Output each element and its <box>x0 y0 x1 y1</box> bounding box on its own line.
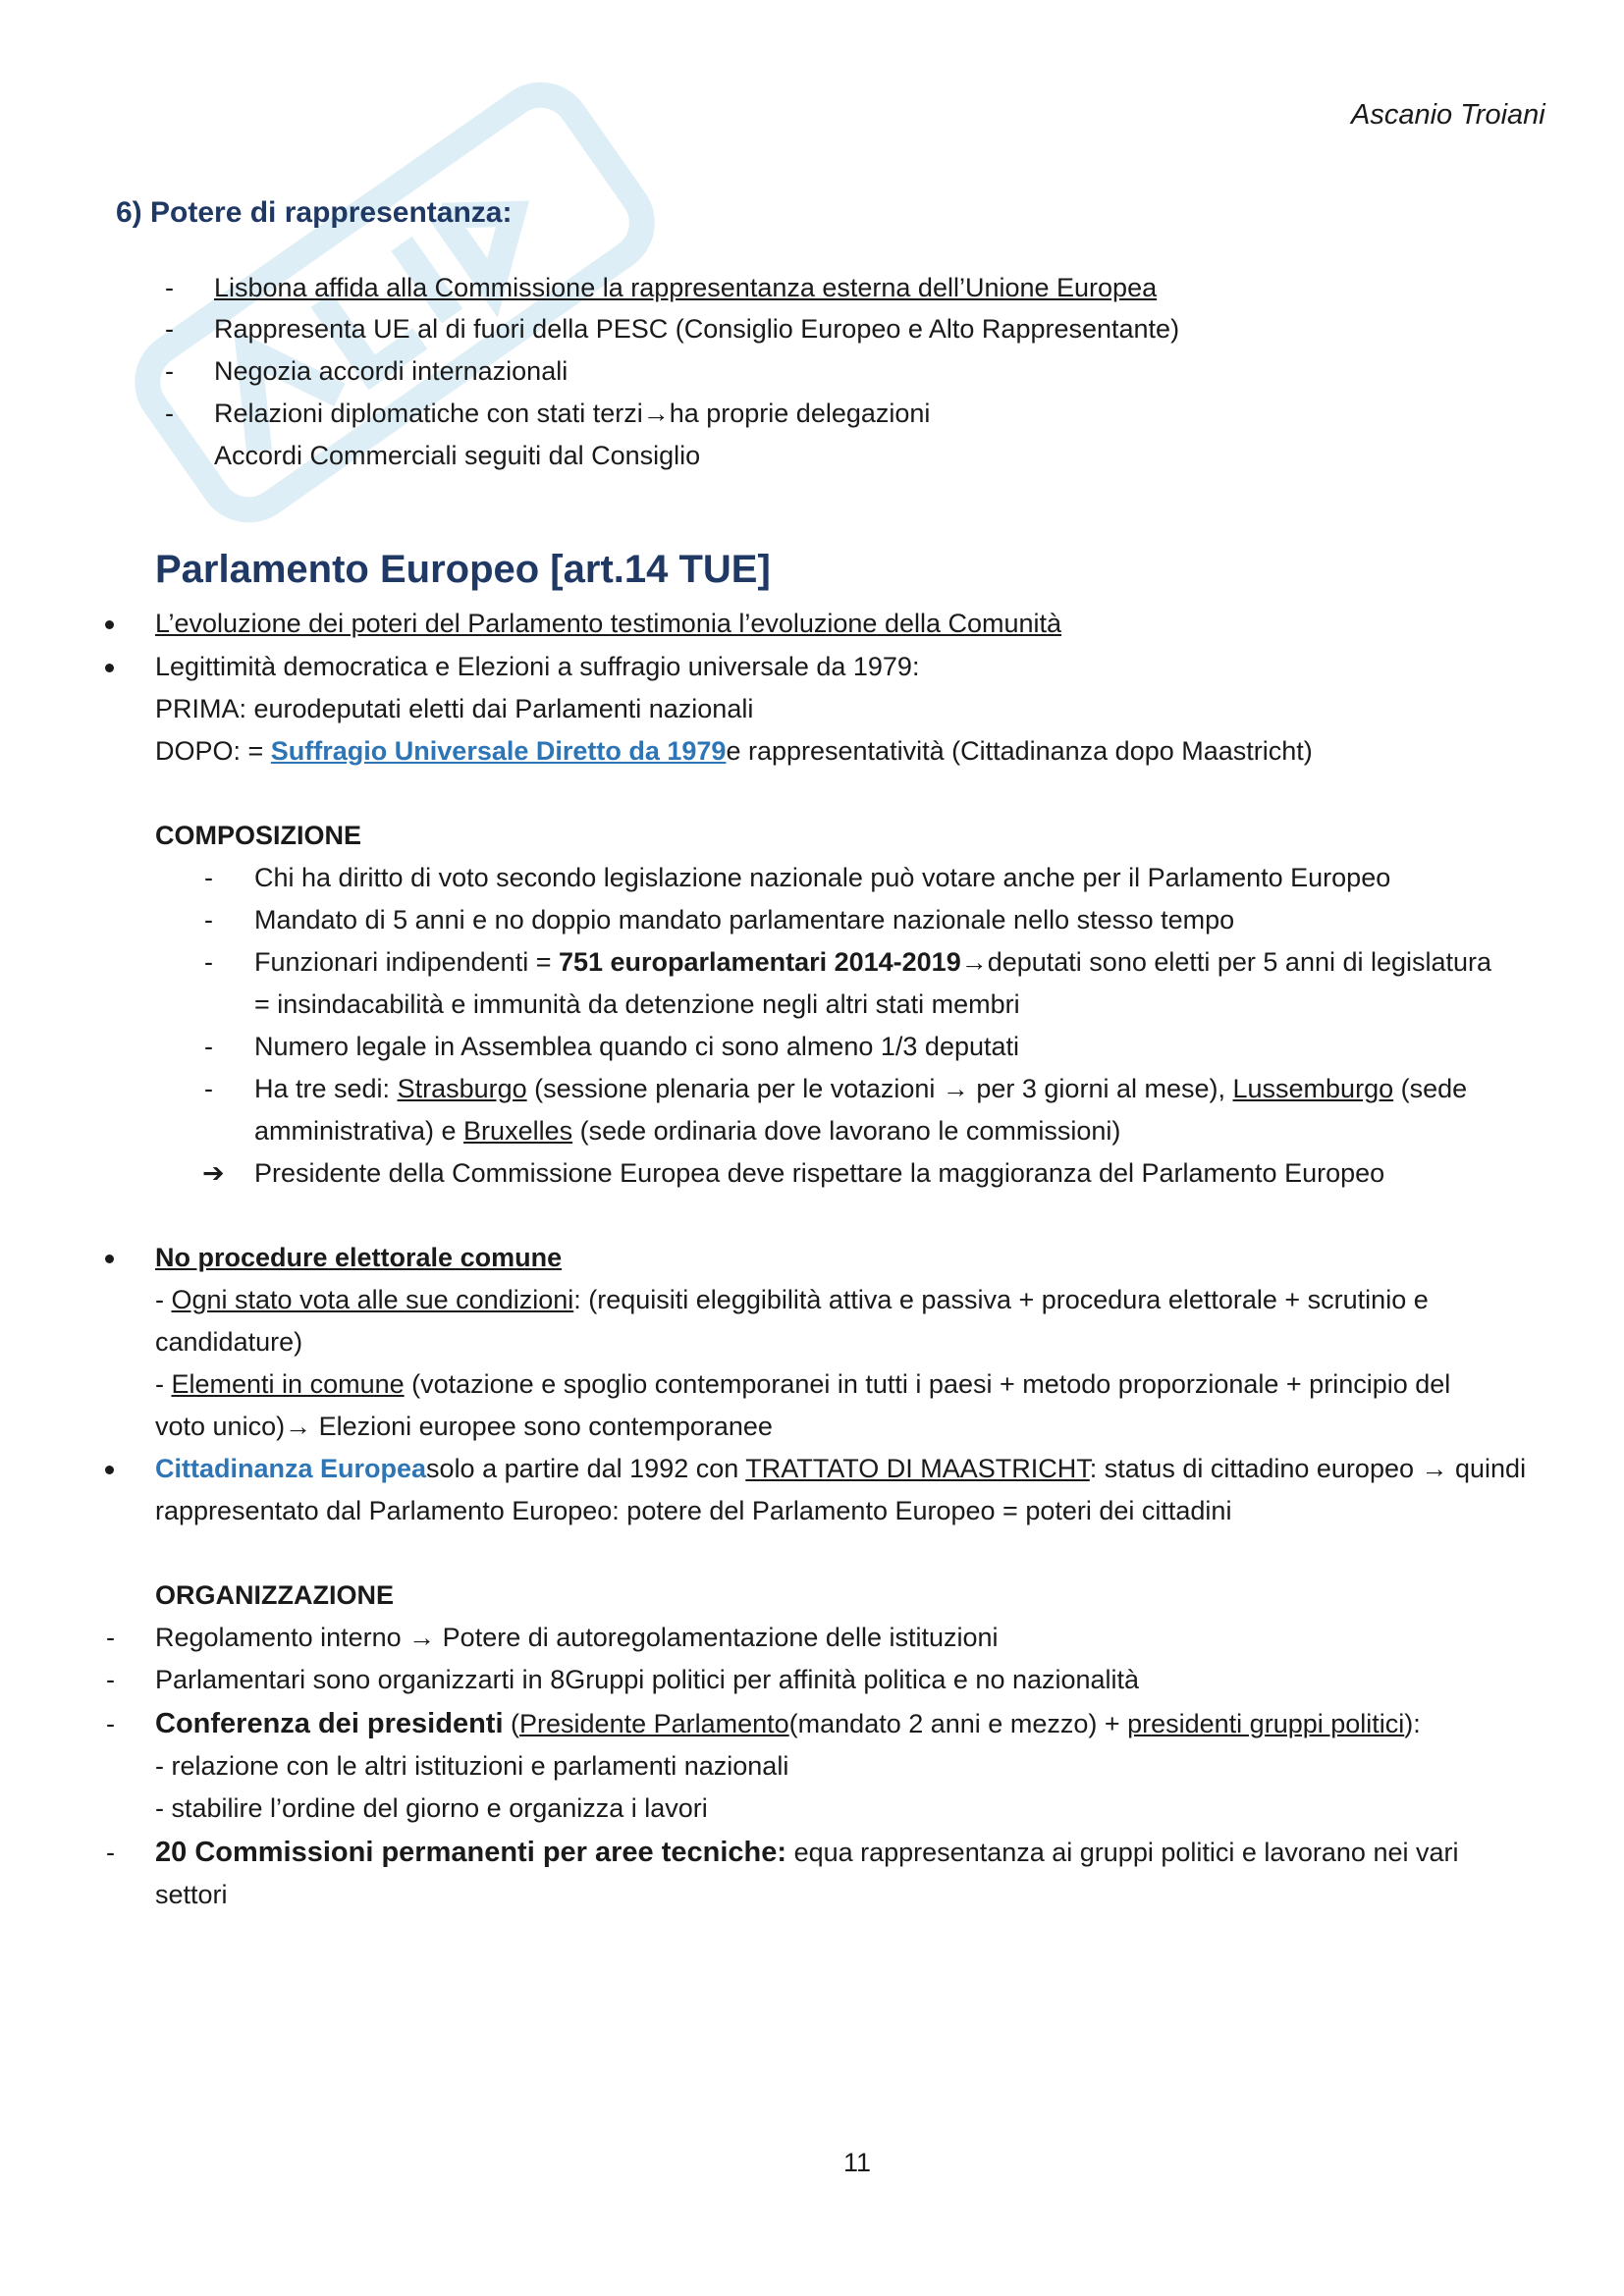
elettorale-title: No procedure elettorale comune <box>155 1243 563 1272</box>
bullet-icon <box>105 650 114 683</box>
elettorale-line: - Ogni stato vota alle sue condizioni: (requisiti eleggibilità attiva e passiva + procedura elettorale + scrutinio e <box>155 1285 1429 1314</box>
bullet-icon <box>105 607 114 640</box>
list-item: Ha tre sedi: Strasburgo (sessione plenaria per le votazioni → per 3 giorni al mese), Lussemburgo (sede <box>254 1074 1468 1103</box>
parlamento-bullet-2: Legittimità democratica e Elezioni a suffragio universale da 1979: <box>155 652 920 681</box>
list-item: 20 Commissioni permanenti per aree tecniche: equa rappresentanza ai gruppi politici e lavorano nei vari <box>155 1837 1459 1868</box>
cittadinanza-line: rappresentato dal Parlamento Europeo: potere del Parlamento Europeo = poteri dei cittadini <box>155 1496 1232 1525</box>
dash-marker: - <box>204 947 213 977</box>
composizione-title: COMPOSIZIONE <box>155 821 362 850</box>
arrow-icon: → <box>1421 1454 1448 1483</box>
dash-marker: - <box>165 314 174 344</box>
suffragio-link: Suffragio Universale Diretto da 1979 <box>270 736 727 766</box>
prima-line: PRIMA: eurodeputati eletti dai Parlamenti nazionali <box>155 694 754 723</box>
list-item: Rappresenta UE al di fuori della PESC (Consiglio Europeo e Alto Rappresentante) <box>214 314 1180 344</box>
list-item-cont: amministrativa) e Bruxelles (sede ordinaria dove lavorano le commissioni) <box>254 1116 1121 1146</box>
list-item: Numero legale in Assemblea quando ci sono almeno 1/3 deputati <box>254 1032 1020 1061</box>
list-item: Presidente della Commissione Europea deve rispettare la maggioranza del Parlamento Europeo <box>254 1158 1385 1188</box>
bold-arrow-icon: ➔ <box>202 1158 225 1188</box>
list-item-sub: - relazione con le altri istituzioni e parlamenti nazionali <box>155 1751 789 1781</box>
list-item: Regolamento interno → Potere di autoregolamentazione delle istituzioni <box>155 1623 999 1652</box>
dash-marker: - <box>165 356 174 386</box>
dash-marker: - <box>106 1665 115 1694</box>
section-6-title: 6) Potere di rappresentanza: <box>116 196 513 229</box>
dopo-line: DOPO: = Suffragio Universale Diretto da 1979e rappresentatività (Cittadinanza dopo Maastricht) <box>155 736 1313 766</box>
list-item: Lisbona affida alla Commissione la rappresentanza esterna dell’Unione Europea <box>214 273 1158 302</box>
list-item: Mandato di 5 anni e no doppio mandato parlamentare nazionale nello stesso tempo <box>254 905 1235 934</box>
arrow-icon: → <box>960 947 988 977</box>
arrow-icon: → <box>642 399 670 428</box>
dash-marker: - <box>204 1074 213 1103</box>
list-item: Accordi Commerciali seguiti dal Consiglio <box>214 441 701 470</box>
author-name: Ascanio Troiani <box>1351 99 1545 131</box>
elettorale-line: - Elementi in comune (votazione e spoglio contemporanei in tutti i paesi + metodo proporzionale + principio del <box>155 1369 1451 1399</box>
parlamento-bullet-1: L’evoluzione dei poteri del Parlamento testimonia l’evoluzione della Comunità <box>155 609 1062 638</box>
dash-marker: - <box>204 863 213 892</box>
cittadinanza-line: Cittadinanza Europeasolo a partire dal 1992 con TRATTATO DI MAASTRICHT: status di cittadino europeo → quindi <box>155 1454 1527 1483</box>
list-item: Conferenza dei presidenti (Presidente Parlamento(mandato 2 anni e mezzo) + presidenti gruppi politici): <box>155 1708 1421 1739</box>
list-item: Funzionari indipendenti = 751 europarlamentari 2014-2019→deputati sono eletti per 5 anni di legislatura <box>254 947 1492 977</box>
dash-marker: - <box>204 1032 213 1061</box>
dash-marker: - <box>165 273 174 302</box>
arrow-icon: → <box>942 1074 969 1103</box>
arrow-icon: → <box>408 1623 436 1652</box>
list-item-sub: - stabilire l’ordine del giorno e organizza i lavori <box>155 1793 708 1823</box>
organizzazione-title: ORGANIZZAZIONE <box>155 1580 394 1610</box>
list-item-cont: = insindacabilità e immunità da detenzione negli altri stati membri <box>254 989 1020 1019</box>
dash-marker: - <box>204 905 213 934</box>
bullet-icon <box>105 1452 114 1485</box>
dash-marker: - <box>106 1709 115 1738</box>
list-item: Relazioni diplomatiche con stati terzi→ha proprie delegazioni <box>214 399 931 428</box>
elettorale-line: candidature) <box>155 1327 303 1357</box>
arrow-icon: → <box>285 1412 312 1441</box>
dash-marker: - <box>106 1838 115 1867</box>
dash-marker: - <box>106 1623 115 1652</box>
list-item-cont: settori <box>155 1880 228 1909</box>
list-item: Negozia accordi internazionali <box>214 356 568 386</box>
elettorale-line: voto unico)→ Elezioni europee sono contemporanee <box>155 1412 773 1441</box>
dash-marker: - <box>165 399 174 428</box>
list-item: Chi ha diritto di voto secondo legislazione nazionale può votare anche per il Parlamento Europeo <box>254 863 1391 892</box>
list-item: Parlamentari sono organizzarti in 8Gruppi politici per affinità politica e no nazionalità <box>155 1665 1140 1694</box>
bullet-icon <box>105 1241 114 1274</box>
parlamento-title: Parlamento Europeo [art.14 TUE] <box>155 548 771 591</box>
page-number: 11 <box>843 2148 872 2177</box>
